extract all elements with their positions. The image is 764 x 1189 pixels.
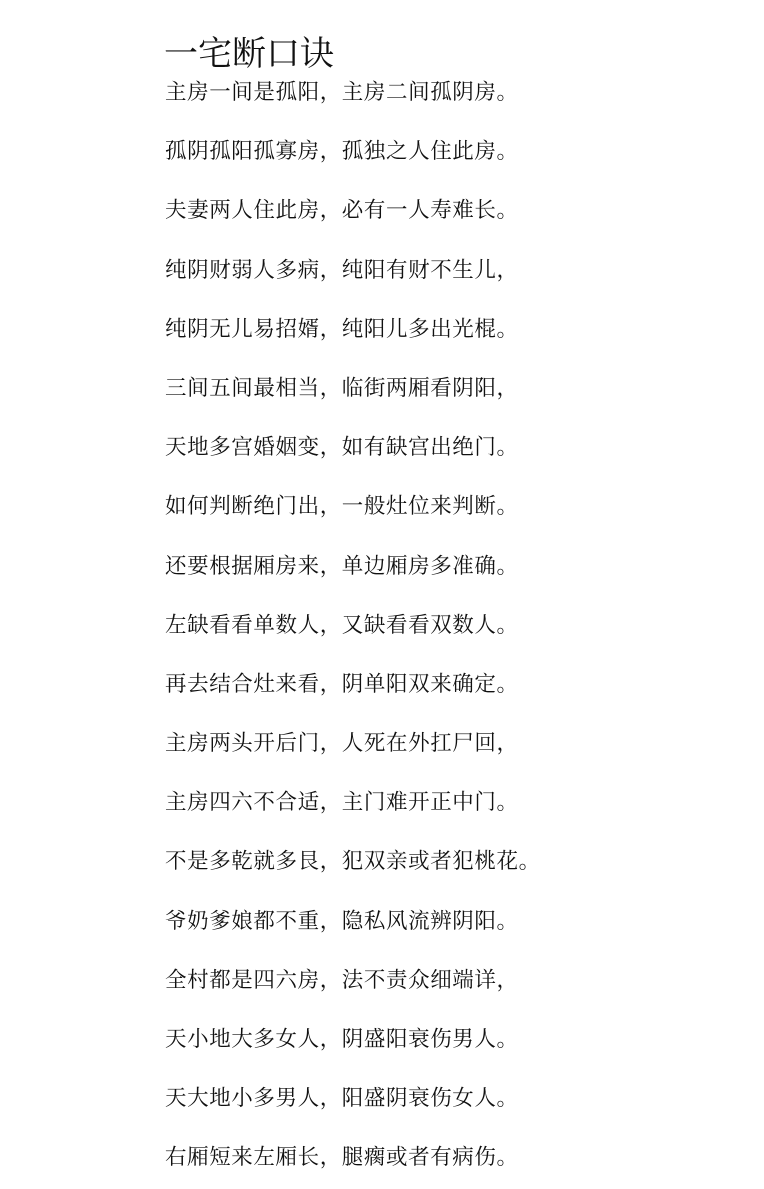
verse-line: 主房四六不合适，主门难开正中门。 [165, 790, 519, 816]
verse-line: 再去结合灶来看，阴单阳双来确定。 [165, 671, 519, 697]
verse-line: 爷奶爹娘都不重，隐私风流辨阴阳。 [165, 908, 519, 934]
verse-line: 三间五间最相当，临街两厢看阴阳， [165, 375, 519, 401]
verse-line: 全村都是四六房，法不责众细端详， [165, 967, 519, 993]
verse-line: 纯阴无儿易招婿，纯阳儿多出光棍。 [165, 316, 519, 342]
verse-line: 主房一间是孤阳，主房二间孤阴房。 [165, 80, 519, 105]
verse-line: 如何判断绝门出，一般灶位来判断。 [165, 494, 519, 520]
verse-line: 主房两头开后门，人死在外扛尸回， [165, 731, 519, 757]
verse-line: 天大地小多男人，阳盛阴衰伤女人。 [165, 1086, 519, 1112]
verse-line: 纯阴财弱人多病，纯阳有财不生儿， [165, 257, 519, 283]
verse-line: 还要根据厢房来，单边厢房多准确。 [165, 553, 519, 579]
verse-line: 天地多宫婚姻变，如有缺宫出绝门。 [165, 435, 519, 461]
verse-line: 夫妻两人住此房，必有一人寿难长。 [165, 198, 519, 224]
verse-line: 孤阴孤阳孤寡房，孤独之人住此房。 [165, 139, 519, 165]
verse-line: 左缺看看单数人，又缺看看双数人。 [165, 612, 519, 638]
verse-line: 不是多乾就多艮，犯双亲或者犯桃花。 [165, 849, 541, 875]
verse-list [165, 76, 541, 1189]
verse-line: 天小地大多女人，阴盛阳衰伤男人。 [165, 1027, 519, 1052]
verse-line: 右厢短来左厢长，腿瘸或者有病伤。 [165, 1145, 519, 1171]
document-title: 一宅断口诀 [164, 34, 334, 74]
